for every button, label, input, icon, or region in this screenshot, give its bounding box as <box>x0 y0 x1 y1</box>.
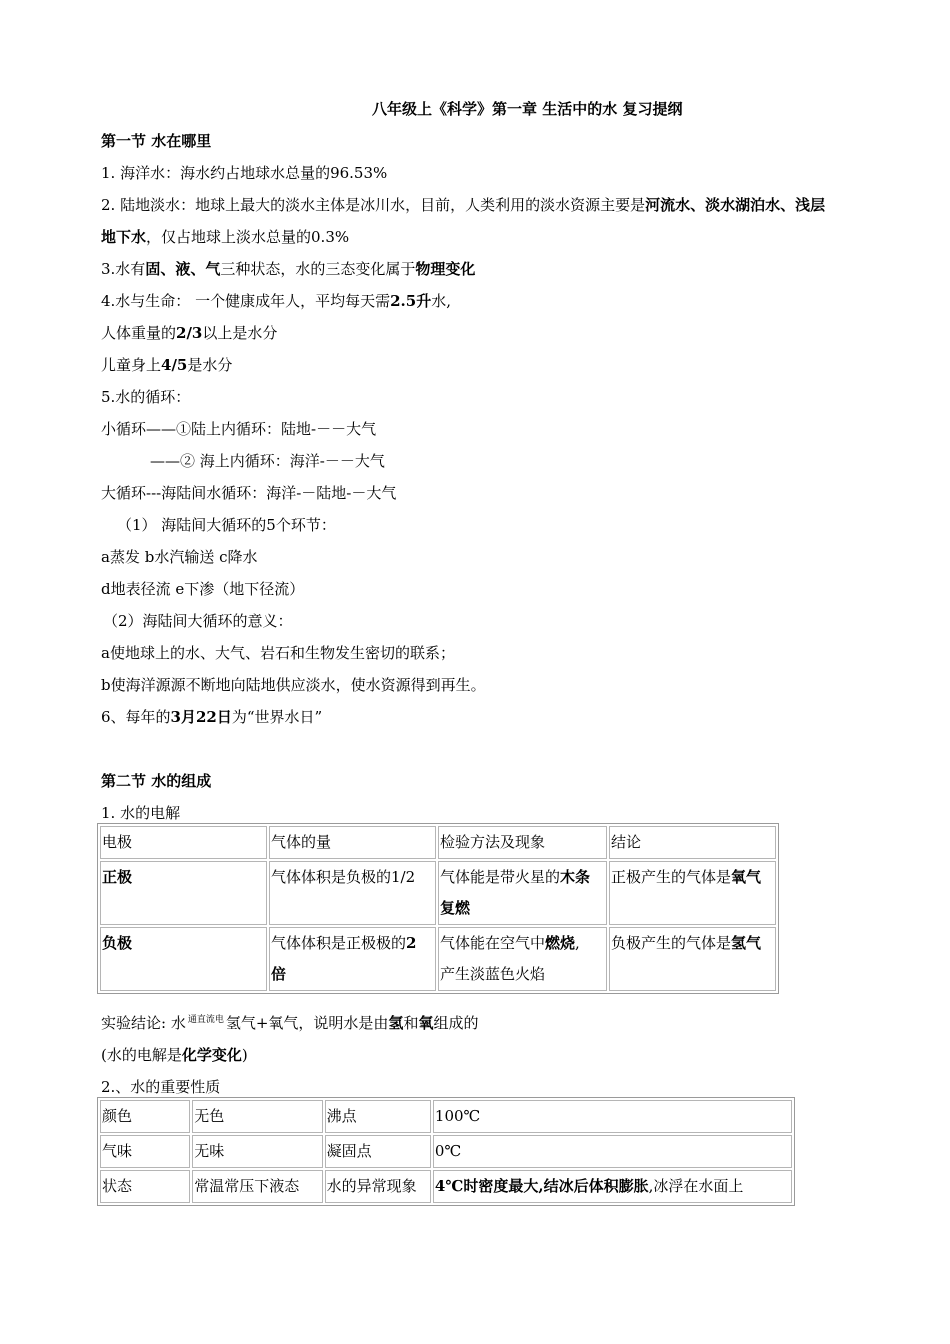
table-row <box>100 927 776 991</box>
table-header-cell: 气体的量 <box>269 826 436 859</box>
anomaly-bold1: 4℃时密度最大, <box>434 1177 544 1195</box>
pos-concl-a: 正极产生的气体是 <box>610 868 731 886</box>
s1-item4-2c: 以上是水分 <box>202 324 278 342</box>
table-header-cell: 结论 <box>609 826 776 859</box>
s1-steps2: d地表径流 e下渗（地下径流） <box>101 580 305 598</box>
s1-item3-b: 固、液、气 <box>145 260 221 278</box>
s1-item4-2b: 2/3 <box>176 324 203 342</box>
electrolysis-table <box>97 823 779 994</box>
table-row <box>100 1170 792 1203</box>
s1-item5: 5.水的循环： <box>101 388 191 406</box>
pos-concl-b: 氧气 <box>730 868 761 886</box>
table-cell <box>609 861 776 925</box>
table-cell <box>609 927 776 991</box>
pos-test-b: 木条 <box>559 868 590 886</box>
anomaly-bold2: 结冰后体积膨胀 <box>543 1177 649 1195</box>
table-cell: 常温常压下液态 <box>192 1170 322 1203</box>
s1-item3-a: 3.水有 <box>101 260 146 278</box>
table-cell: 颜色 <box>100 1100 190 1133</box>
s1-item3-c: 三种状态，水的三态变化属于 <box>220 260 416 278</box>
s1-item2-text: 2. 陆地淡水：地球上最大的淡水主体是冰川水，目前，人类利用的淡水资源主要是 <box>101 196 646 214</box>
neg-test-b: 燃烧 <box>544 934 575 952</box>
s1-item4-3b: 4/5 <box>161 356 188 374</box>
s1-cycle2: ——② 海上内循环：海洋-－－大气 <box>150 452 385 470</box>
s1-item4-3a: 儿童身上 <box>101 356 162 374</box>
s1-mean-a: a使地球上的水、大气、岩石和生物发生密切的联系； <box>101 644 455 662</box>
table-cell <box>433 1170 792 1203</box>
neg-amount-a: 气体体积是正极极的 <box>270 934 406 952</box>
s1-item4-c: 水, <box>431 292 451 310</box>
s1-item4-b: 2.5升 <box>390 292 432 310</box>
table-row <box>100 861 776 925</box>
neg-concl-b: 氢气 <box>730 934 761 952</box>
table-cell: 水的异常现象 <box>325 1170 431 1203</box>
s1-item4-a: 4.水与生命： 一个健康成年人，平均每天需 <box>101 292 391 310</box>
s1-item4-2a: 人体重量的 <box>101 324 177 342</box>
table-header-row <box>100 826 776 859</box>
anomaly-tail: ,冰浮在水面上 <box>648 1177 744 1195</box>
s1-item2-bold: 河流水、淡水湖泊水、浅层 <box>645 196 826 214</box>
s1-sub2: （2）海陆间大循环的意义： <box>103 612 293 630</box>
table-cell <box>438 927 607 991</box>
table-cell: 无色 <box>192 1100 322 1133</box>
s1-item2-bold2: 地下水 <box>101 228 147 246</box>
neg-test-d: 产生淡蓝色火焰 <box>439 965 545 983</box>
s1-cycle3: 大循环---海陆间水循环：海洋-－陆地-－大气 <box>101 484 397 502</box>
pos-test-a: 气体能是带火星的 <box>439 868 560 886</box>
table-cell: 无味 <box>192 1135 322 1168</box>
section2-heading: 第二节 水的组成 <box>101 772 212 790</box>
s1-item3-d: 物理变化 <box>415 260 476 278</box>
note-b: 化学变化 <box>181 1046 242 1064</box>
table-cell: 状态 <box>100 1170 190 1203</box>
note-c: ) <box>241 1046 248 1064</box>
table-cell: 正极 <box>100 861 267 925</box>
s1-mean-b: b使海洋源源不断地向陆地供应淡水，使水资源得到再生。 <box>101 676 486 694</box>
s1-item1: 1. 海洋水：海水约占地球水总量的96.53% <box>101 164 388 182</box>
s1-sub1: （1） 海陆间大循环的5个环节： <box>117 516 336 534</box>
table-cell: 沸点 <box>325 1100 431 1133</box>
s1-item3 <box>101 259 475 279</box>
s1-item4-line2 <box>101 323 277 343</box>
s1-item6-c: 为“世界水日” <box>231 708 323 726</box>
note-a: (水的电解是 <box>101 1046 182 1064</box>
s1-item2-line1 <box>101 195 825 215</box>
table-header-cell: 电极 <box>100 826 267 859</box>
s1-item6-a: 6、每年的 <box>101 708 171 726</box>
table-row <box>100 1135 792 1168</box>
table-header-cell: 检验方法及现象 <box>438 826 607 859</box>
pos-test-c: 复燃 <box>439 899 470 917</box>
s2-conclusion <box>101 1013 478 1036</box>
neg-concl-a: 负极产生的气体是 <box>610 934 731 952</box>
table-row <box>100 1100 792 1133</box>
table-cell <box>438 861 607 925</box>
conclusion-e: 氧 <box>418 1014 434 1032</box>
table-cell <box>269 927 436 991</box>
s1-cycle1: 小循环——①陆上内循环：陆地-－－大气 <box>101 420 377 438</box>
s1-item4-3c: 是水分 <box>187 356 233 374</box>
s1-item4 <box>101 291 451 311</box>
conclusion-sub: 通直流电 <box>187 1015 224 1025</box>
s1-item6-b: 3月22日 <box>170 708 232 726</box>
neg-amount-b: 2 <box>406 934 417 952</box>
table-cell: 100℃ <box>433 1100 792 1133</box>
table-cell: 凝固点 <box>325 1135 431 1168</box>
conclusion-d: 和 <box>403 1014 419 1032</box>
s1-item6 <box>101 707 322 727</box>
conclusion-f: 组成的 <box>433 1014 479 1032</box>
s1-steps1: a蒸发 b水汽输送 c降水 <box>101 548 258 566</box>
table-cell: 0℃ <box>433 1135 792 1168</box>
s2-item1: 1. 水的电解 <box>101 804 181 822</box>
conclusion-a: 实验结论: 水 <box>101 1014 186 1032</box>
s1-item2-line2 <box>101 227 349 247</box>
table-cell: 气味 <box>100 1135 190 1168</box>
neg-test-c: , <box>575 934 580 952</box>
conclusion-c: 氢 <box>388 1014 404 1032</box>
s1-item2-tail: ，仅占地球上淡水总量的0.3% <box>146 228 350 246</box>
properties-table <box>97 1097 795 1206</box>
table-cell: 气体体积是负极的1/2 <box>269 861 436 925</box>
page-title: 八年级上《科学》第一章 生活中的水 复习提纲 <box>372 100 683 118</box>
s2-note <box>101 1045 248 1065</box>
s2-item2: 2.、水的重要性质 <box>101 1078 221 1096</box>
section1-heading: 第一节 水在哪里 <box>101 132 212 150</box>
neg-test-a: 气体能在空气中 <box>439 934 545 952</box>
neg-amount-c: 倍 <box>270 965 286 983</box>
table-cell: 负极 <box>100 927 267 991</box>
conclusion-b: 氢气+氧气，说明水是由 <box>225 1014 389 1032</box>
s1-item4-line3 <box>101 355 232 375</box>
